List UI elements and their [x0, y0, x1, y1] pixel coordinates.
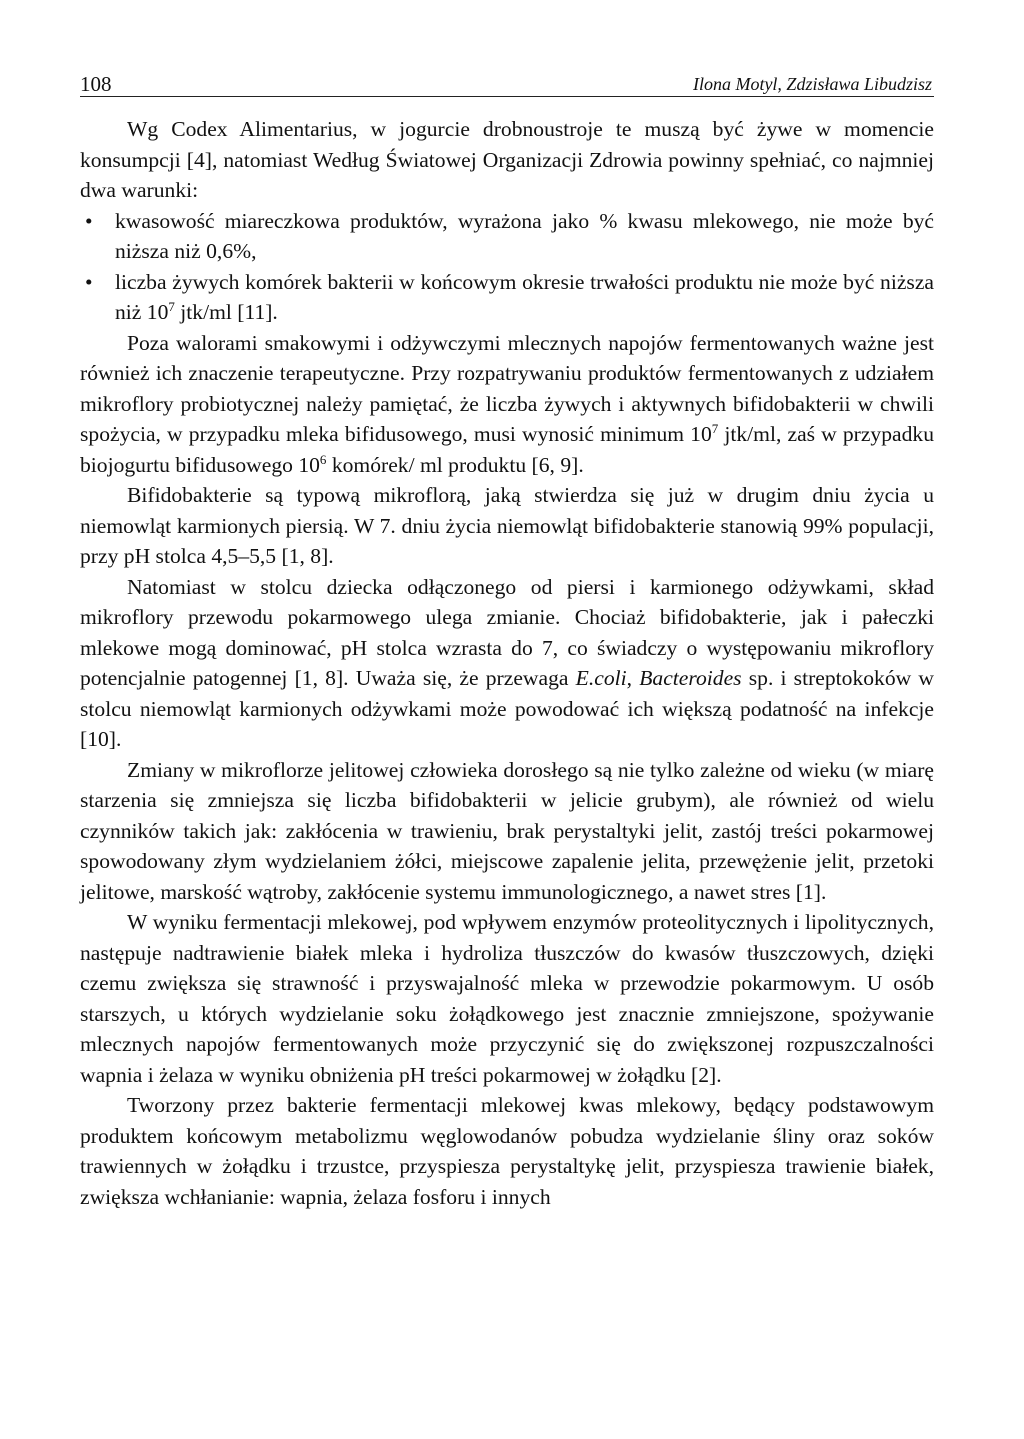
text-run: jtk/ml, zaś w przypadku biojogurtu bifidusowego 10 — [80, 422, 934, 477]
paragraph-intro: Wg Codex Alimentarius, w jogurcie drobnoustroje te muszą być żywe w momencie konsumpcji [4], natomiast Według Światowej Organizacji Zdrowia powinny spełniać, co najmniej dwa warunki: — [80, 117, 934, 202]
text-run: sp. i streptokoków w stolcu niemowląt karmionych odżywkami może powodować ich większą podatność na infekcje [10]. — [80, 666, 935, 751]
paragraph-bifidobakterie: Bifidobakterie są typową mikroflorą, jaką stwierdza się już w drugim dniu życia u niemowląt karmionych piersią. W 7. dniu życia niemowląt bifidobakterie stanowią 99% populacji, przy pH stolca 4,5–5,5 [1, 8]. — [80, 483, 934, 568]
text-run: Natomiast w stolcu dziecka odłączonego od piersi i karmionego odżywkami, skład mikroflory przewodu pokarmowego ulega zmianie. Chociaż bifidobakterie, jak i pałeczki mlekowe mogą dominować, pH stolca wzrasta do 7, co świadczy o występowaniu mikroflory potencjalnie patogennej [1, 8]. Uważa się, że przewaga — [80, 574, 934, 690]
paragraph-walory — [80, 328, 934, 481]
article-body — [80, 114, 934, 1212]
paragraph-natomiast — [80, 572, 934, 755]
paragraph-fermentacja: W wyniku fermentacji mlekowej, pod wpływem enzymów proteolitycznych i lipolitycznych, następuje nadtrawienie białek mleka i hydroliza tłuszczów do kwasów tłuszczowych, dzięki czemu zwiększa się strawność i przyswajalność mleka w przewodzie pokarmowym. U osób starszych, u których wydzielanie soku żołądkowego jest znacznie zmniejszone, spożywanie mlecznych napojów fermentowanych może przyczynić się do zwiększonej rozpuszczalności wapnia i żelaza w wyniku obniżenia pH treści pokarmowej w żołądku [2]. — [80, 910, 934, 1087]
text-run: , — [626, 666, 640, 690]
exponent: 6 — [319, 451, 327, 467]
bullet-marker: • — [85, 269, 93, 294]
list-item — [80, 267, 934, 328]
species-name: E.coli — [575, 666, 627, 690]
paragraph-zmiany: Zmiany w mikroflorze jelitowej człowieka dorosłego są nie tylko zależne od wieku (w miarę starzenia się zmniejsza się liczba bifidobakterii w jelicie grubym), ale również od wielu czynników takich jak: zakłócenia w trawieniu, brak perystaltyki jelit, zastój treści pokarmowej spowodowany złym wydzielaniem żółci, miejscowe zapalenie jelita, przewężenie jelit, przetoki jelitowe, marskość wątroby, zakłócenie systemu immunologicznego, a nawet stres [1]. — [80, 757, 934, 904]
bullet-marker: • — [85, 208, 93, 233]
species-name: Bacteroides — [639, 666, 742, 690]
page-header — [80, 58, 934, 97]
page-number: 108 — [80, 72, 112, 96]
list-item — [80, 206, 934, 267]
list-item-text: liczba żywych komórek bakterii w końcowym okresie trwałości produktu nie może być niższa niż 10 — [115, 269, 934, 324]
exponent: 7 — [711, 421, 719, 436]
text-run: Poza walorami smakowymi i odżywczymi mlecznych napojów fermentowanych ważne jest również ich znaczenie terapeutyczne. Przy rozpatrywaniu produktów fermentowanych z udziałem mikroflory probiotycznej należy pamiętać, że liczba żywych i aktywnych bifidobakterii w chwili spożycia, w przypadku mleka bifidusowego, musi wynosić minimum 10 — [80, 330, 934, 446]
running-head-authors: Ilona Motyl, Zdzisława Libudzisz — [692, 74, 932, 94]
list-item-text: kwasowość miareczkowa produktów, wyrażona jako % kwasu mlekowego, nie może być niższa niż 0,6%, — [115, 208, 934, 263]
exponent: 7 — [168, 299, 175, 314]
list-item-text-end: jtk/ml [11]. — [174, 300, 278, 324]
conditions-list — [80, 206, 934, 328]
paragraph-kwas-mlekowy: Tworzony przez bakterie fermentacji mlekowej kwas mlekowy, będący podstawowym produktem końcowym metabolizmu węglowodanów pobudza wydzielanie śliny oraz soków trawiennych w żołądku i trzustce, przyspiesza perystaltykę jelit, przyspiesza trawienie białek, zwiększa wchłanianie: wapnia, żelaza fosforu i innych — [80, 1093, 934, 1209]
text-run: komórek/ ml produktu [6, 9]. — [326, 452, 584, 477]
